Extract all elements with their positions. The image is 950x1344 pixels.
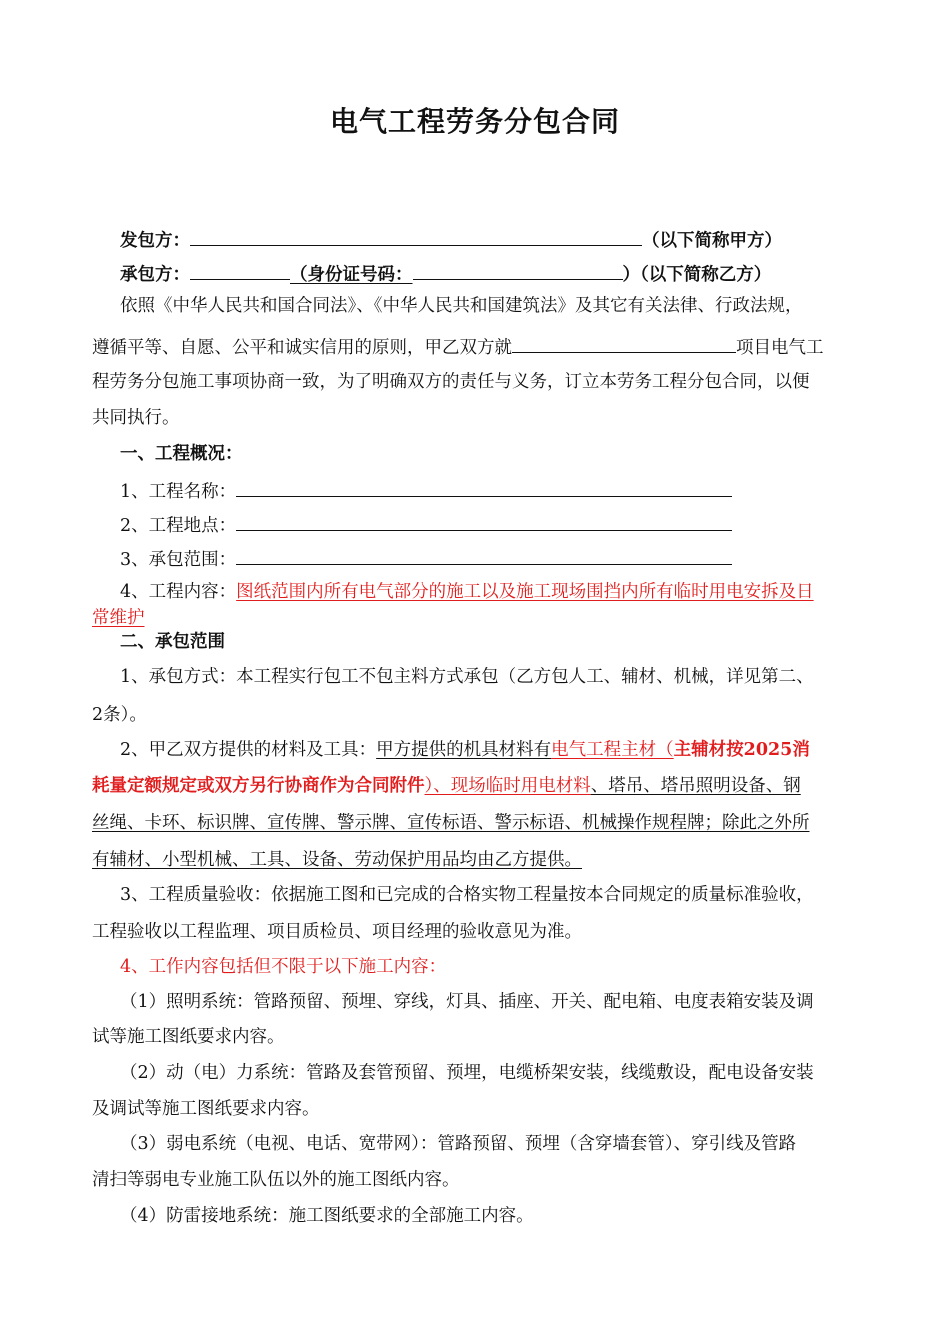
contractor-suffix: ）（以下简称乙方） (622, 265, 772, 285)
sub-4: （4）防雷接地系统：施工图纸要求的全部施工内容。 (120, 1206, 534, 1226)
section-1-heading: 一、工程概况： (120, 444, 243, 464)
section-2-heading: 二、承包范围 (120, 632, 225, 652)
project-name-blank[interactable] (512, 333, 736, 353)
project-content-text: 图纸范围内所有电气部分的施工以及施工现场围挡内所有临时用电安拆及日 (236, 582, 814, 602)
contractor-line (120, 260, 771, 287)
project-location-row (120, 511, 732, 538)
intro-line-2 (92, 333, 824, 360)
contractor-id-label: （身份证号码： (290, 265, 413, 285)
project-name-field[interactable] (236, 477, 732, 497)
item-2-text-a: 甲方提供的机具材料有 (376, 740, 552, 760)
employer-line (120, 226, 782, 253)
item-2-line-1 (120, 738, 810, 762)
contract-scope-label: 3、承包范围： (120, 550, 237, 570)
document-title: 电气工程劳务分包合同 (329, 105, 620, 138)
item-2-label: 2、甲乙双方提供的材料及工具： (120, 740, 377, 760)
employer-suffix: （以下简称甲方） (642, 231, 782, 251)
project-name-label: 1、工程名称： (120, 482, 237, 502)
sub-2-line-2: 及调试等施工图纸要求内容。 (92, 1099, 320, 1119)
contractor-name-blank[interactable] (190, 260, 290, 280)
item-2-line-2 (92, 774, 801, 798)
contractor-id-blank[interactable] (413, 260, 623, 280)
item-3-line-1: 3、工程质量验收：依据施工图和已完成的合格实物工程量按本合同规定的质量标准验收， (120, 885, 814, 905)
contract-scope-field[interactable] (236, 545, 732, 565)
item-2-line-2-red: ）、现场临时用电材料 (424, 776, 591, 796)
sub-3-line-2: 清扫等弱电专业施工队伍以外的施工图纸内容。 (92, 1170, 460, 1190)
intro-line-3: 程劳务分包施工事项协商一致，为了明确双方的责任与义务，订立本劳务工程分包合同，以便 (92, 372, 810, 392)
contractor-label: 承包方： (120, 265, 190, 285)
intro-line-2a: 遵循平等、自愿、公平和诚实信用的原则，甲乙双方就 (92, 338, 512, 358)
sub-1-line-2: 试等施工图纸要求内容。 (92, 1027, 285, 1047)
project-name-row (120, 477, 732, 504)
sub-1-line-1: （1）照明系统：管路预留、预埋、穿线，灯具、插座、开关、配电箱、电度表箱安装及调 (120, 992, 814, 1012)
employer-blank[interactable] (190, 226, 642, 246)
sub-3-line-1: （3）弱电系统（电视、电话、宽带网）：管路预留、预埋（含穿墙套管）、穿引线及管路 (120, 1134, 797, 1154)
intro-line-2b: 项目电气工 (736, 338, 824, 358)
project-location-field[interactable] (236, 511, 732, 531)
project-content-label: 4、工程内容： (120, 582, 237, 602)
intro-line-4: 共同执行。 (92, 408, 180, 428)
item-4: 4、工作内容包括但不限于以下施工内容： (120, 957, 447, 977)
project-location-label: 2、工程地点： (120, 516, 237, 536)
sub-2-line-1: （2）动（电）力系统：管路及套管预留、预埋，电缆桥架安装，线缆敷设，配电设备安装 (120, 1063, 814, 1083)
item-2-line-2-bold: 耗量定额规定或双方另行协商作为合同附件 (92, 776, 425, 796)
item-2-line-3: 丝绳、卡环、标识牌、宣传牌、警示牌、宣传标语、警示标语、机械操作规程牌；除此之外所 (92, 813, 810, 833)
contract-scope-row (120, 545, 732, 572)
employer-label: 发包方： (120, 231, 190, 251)
item-1-line-1: 1、承包方式：本工程实行包工不包主料方式承包（乙方包人工、辅材、机械，详见第二、 (120, 667, 814, 687)
item-2-line-2-rest: 、塔吊、塔吊照明设备、钢 (590, 776, 801, 796)
intro-line-1: 依照《中华人民共和国合同法》、《中华人民共和国建筑法》及其它有关法律、行政法规， (120, 296, 803, 316)
project-content-text-cont: 常维护 (92, 608, 145, 628)
item-2-text-c: 主辅材按2025消 (673, 740, 810, 760)
item-2-line-4: 有辅材、小型机械、工具、设备、劳动保护用品均由乙方提供。 (92, 850, 582, 870)
project-content-row (120, 580, 814, 604)
item-2-text-b: 电气工程主材（ (551, 740, 674, 760)
item-3-line-2: 工程验收以工程监理、项目质检员、项目经理的验收意见为准。 (92, 922, 582, 942)
item-1-line-2: 2条）。 (92, 705, 147, 725)
